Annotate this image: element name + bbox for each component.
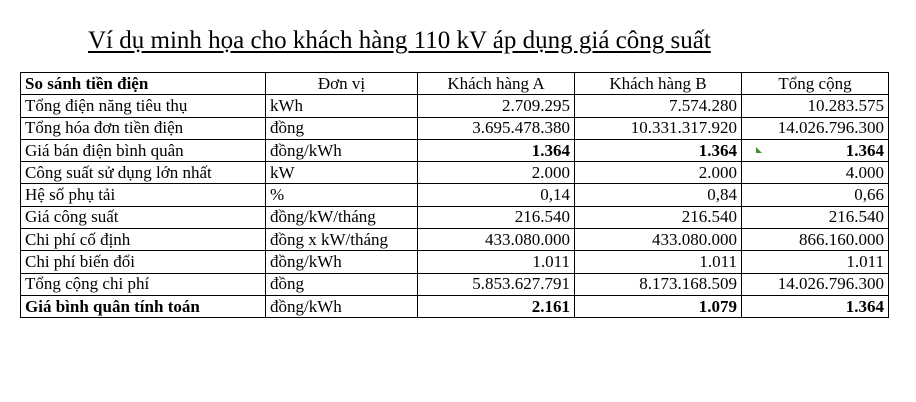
row-unit: đồng: [266, 117, 418, 139]
row-unit: %: [266, 184, 418, 206]
customer-b-value: 0,84: [575, 184, 742, 206]
total-value: 1.011: [742, 251, 889, 273]
row-label: Chi phí cố định: [21, 229, 266, 251]
table-row: [21, 184, 889, 206]
cell-comment-marker: [756, 147, 762, 153]
row-label: Hệ số phụ tải: [21, 184, 266, 206]
total-value: 1.364: [742, 139, 889, 161]
total-value: 14.026.796.300: [742, 117, 889, 139]
row-unit: kW: [266, 162, 418, 184]
total-value: 1.364: [742, 295, 889, 317]
total-value: 4.000: [742, 162, 889, 184]
table-header-row: [21, 73, 889, 95]
header-customer-b: Khách hàng B: [575, 73, 742, 95]
customer-b-value: 2.000: [575, 162, 742, 184]
total-value: 10.283.575: [742, 95, 889, 117]
customer-a-value: 433.080.000: [418, 229, 575, 251]
row-unit: đồng/kWh: [266, 139, 418, 161]
row-label: Tổng điện năng tiêu thụ: [21, 95, 266, 117]
row-label: Giá công suất: [21, 206, 266, 228]
customer-a-value: 1.011: [418, 251, 575, 273]
row-unit: kWh: [266, 95, 418, 117]
customer-a-value: 5.853.627.791: [418, 273, 575, 295]
customer-a-value: 2.709.295: [418, 95, 575, 117]
row-label: Chi phí biến đổi: [21, 251, 266, 273]
customer-b-value: 1.011: [575, 251, 742, 273]
customer-b-value: 7.574.280: [575, 95, 742, 117]
customer-a-value: 2.161: [418, 295, 575, 317]
header-customer-a: Khách hàng A: [418, 73, 575, 95]
total-value: 14.026.796.300: [742, 273, 889, 295]
row-unit: đồng: [266, 273, 418, 295]
customer-b-value: 10.331.317.920: [575, 117, 742, 139]
customer-a-value: 0,14: [418, 184, 575, 206]
row-unit: đồng/kWh: [266, 295, 418, 317]
total-value: 866.160.000: [742, 229, 889, 251]
row-label: Giá bình quân tính toán: [21, 295, 266, 317]
customer-b-value: 433.080.000: [575, 229, 742, 251]
table-row: [21, 162, 889, 184]
row-label: Giá bán điện bình quân: [21, 139, 266, 161]
total-value: 216.540: [742, 206, 889, 228]
header-total: Tổng cộng: [742, 73, 889, 95]
customer-b-value: 216.540: [575, 206, 742, 228]
row-unit: đồng/kW/tháng: [266, 206, 418, 228]
total-value: 0,66: [742, 184, 889, 206]
customer-b-value: 8.173.168.509: [575, 273, 742, 295]
row-label: Tổng hóa đơn tiền điện: [21, 117, 266, 139]
row-unit: đồng x kW/tháng: [266, 229, 418, 251]
header-unit: Đơn vị: [266, 73, 418, 95]
table-row: [21, 251, 889, 273]
table-row: [21, 295, 889, 317]
table-row: [21, 117, 889, 139]
table-row: [21, 95, 889, 117]
table-row: [21, 229, 889, 251]
table-row: [21, 273, 889, 295]
document-title: Ví dụ minh họa cho khách hàng 110 kV áp dụng giá công suất: [88, 27, 711, 54]
table-row: [21, 206, 889, 228]
customer-a-value: 216.540: [418, 206, 575, 228]
customer-b-value: 1.079: [575, 295, 742, 317]
customer-b-value: 1.364: [575, 139, 742, 161]
comparison-table: [20, 72, 889, 318]
customer-a-value: 2.000: [418, 162, 575, 184]
header-comparison: So sánh tiền điện: [21, 73, 266, 95]
row-unit: đồng/kWh: [266, 251, 418, 273]
customer-a-value: 3.695.478.380: [418, 117, 575, 139]
row-label: Tổng cộng chi phí: [21, 273, 266, 295]
customer-a-value: 1.364: [418, 139, 575, 161]
row-label: Công suất sử dụng lớn nhất: [21, 162, 266, 184]
